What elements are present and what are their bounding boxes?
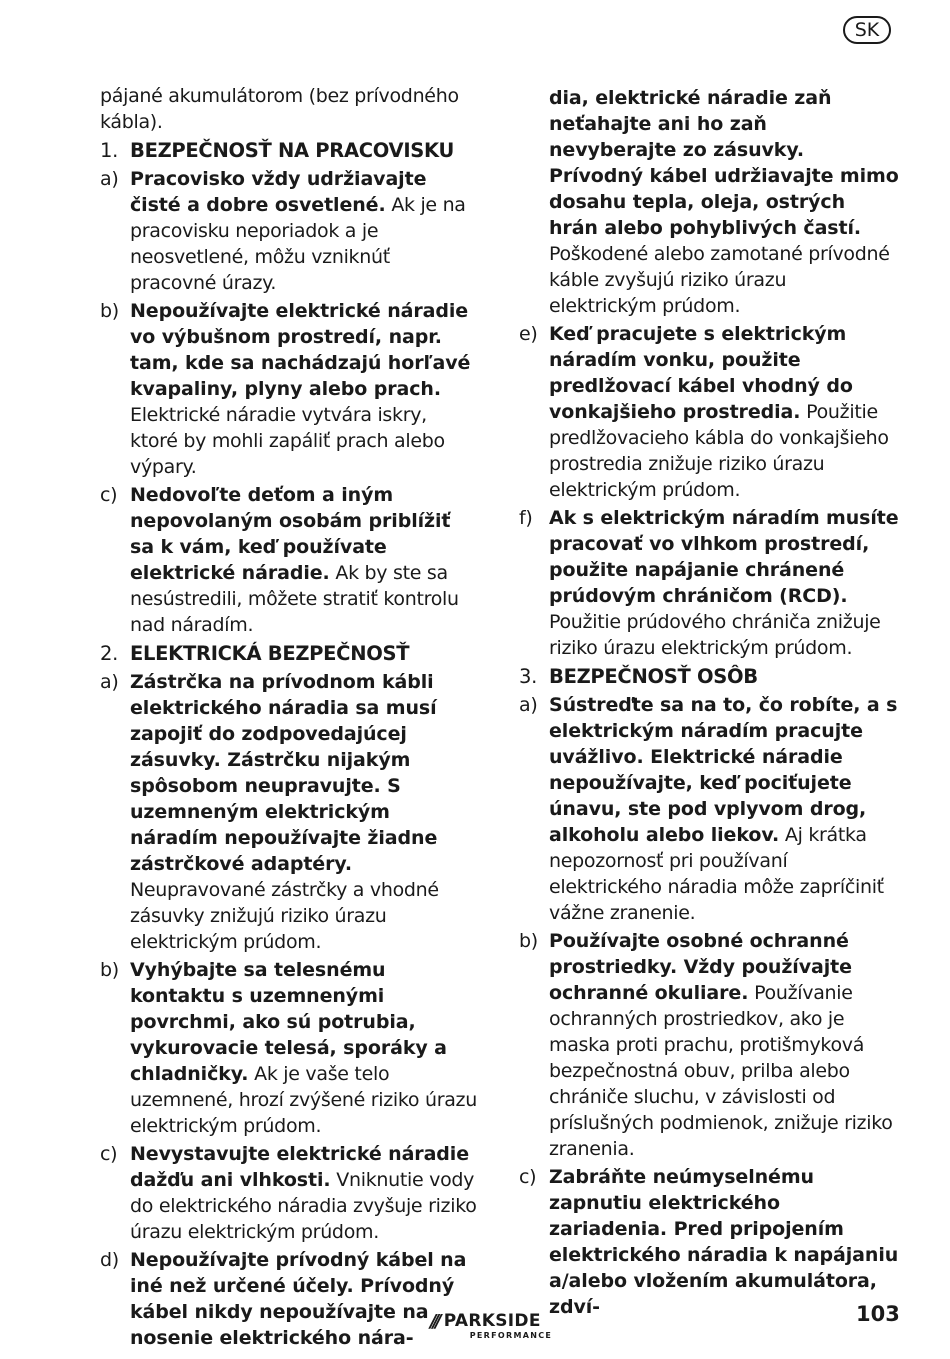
right-column <box>519 83 899 1320</box>
item-body-text: Ak by ste sa nesústredili, môžete stratiť kontrolu nad náradím. <box>130 562 459 636</box>
item-text <box>130 1141 480 1245</box>
brand-logo <box>430 1311 552 1347</box>
item-body-text: Elektrické náradie vytvára iskry, ktoré by mohli zapáliť prach alebo výpary. <box>130 404 445 478</box>
item-bold-text: dia, elektrické náradie zaň neťahajte ani ho zaň nevyberajte zo zásuvky. Prívodný kábel udržiavajte mimo dosahu tepla, oleja, ostrých hrán alebo pohyblivých častí. <box>549 87 899 239</box>
page-number: 103 <box>856 1302 900 1326</box>
item-text <box>549 85 899 319</box>
item-bold-text: Sústreďte sa na to, čo robíte, a s elektrickým náradím pracujte uvážlivo. Elektrické náradie nepoužívajte, keď pociťujete únavu, ste pod vplyvom drog, alkoholu alebo liekov. <box>549 694 898 846</box>
item-body-text: Vniknutie vody do elektrického náradia zvyšuje riziko úrazu elektrickým prúdom. <box>130 1169 477 1243</box>
intro-text: pájané akumulátorom (bez prívodného kábla). <box>100 85 459 133</box>
item-body-text: Používanie ochranných prostriedkov, ako je maska proti prachu, protišmyková bezpečnostná obuv, prilba alebo chrániče sluchu, v závislosti od príslušných podmienok, znižuje riziko zranenia. <box>549 982 893 1160</box>
item-body-text: Ak je vaše telo uzemnené, hrozí zvýšené riziko úrazu elektrickým prúdom. <box>130 1063 477 1137</box>
item-bold-text: Nevystavujte elektrické náradie dažďu ani vlhkosti. <box>130 1143 469 1191</box>
item-body-text: Ak je na pracovisku neporiadok a je neosvetlené, môžu vzniknúť pracovné úrazy. <box>130 194 466 294</box>
list-item <box>519 1164 899 1320</box>
item-text <box>549 505 899 661</box>
item-bold-text: Vyhýbajte sa telesnému kontaktu s uzemnenými povrchmi, ako sú potrubia, vykurovacie telesá, sporáky a chladničky. <box>130 959 447 1085</box>
item-marker: a) <box>519 694 538 716</box>
item-marker: c) <box>519 1166 537 1188</box>
item-body-text: Poškodené alebo zamotané prívodné káble zvyšujú riziko úrazu elektrickým prúdom. <box>549 243 890 317</box>
item-marker: f) <box>519 507 533 529</box>
item-body-text: Použitie prúdového chrániča znižuje riziko úrazu elektrickým prúdom. <box>549 611 881 659</box>
list-item <box>100 298 480 480</box>
item-bold-text: Nepoužívajte prívodný kábel na iné než určené účely. Prívodný kábel nikdy nepoužívajte na nosenie elektrického nára- <box>130 1249 467 1349</box>
list-item <box>100 957 480 1139</box>
section-number: 3. <box>519 665 538 688</box>
section-heading-workplace <box>100 138 480 164</box>
section-heading-electrical <box>100 641 480 667</box>
item-marker-empty <box>519 85 549 319</box>
item-text <box>130 957 480 1139</box>
item-body-text: Neupravované zástrčky a vhodné zásuvky znižujú riziko úrazu elektrickým prúdom. <box>130 879 439 953</box>
brand-name: PARKSIDE <box>443 1311 541 1331</box>
item-bold-text: Nedovoľte deťom a iným nepovolaným osobám priblížiť sa k vám, keď používate elektrické náradie. <box>130 484 451 584</box>
item-marker: c) <box>100 484 118 506</box>
item-bold-text: Zástrčka na prívodnom kábli elektrického náradia sa musí zapojiť do zodpovedajúcej zásuvky. Zástrčku nijakým spôsobom neupravujte. S uzemneným elektrickým náradím nepoužívajte žiadne zástrčkové adaptéry. <box>130 671 438 875</box>
language-badge: SK <box>843 16 891 44</box>
item-text <box>130 669 480 955</box>
section-heading-personal <box>519 664 899 690</box>
section-number: 1. <box>100 139 119 162</box>
item-text <box>130 166 480 296</box>
item-marker: b) <box>519 930 538 952</box>
item-marker: b) <box>100 959 119 981</box>
list-item <box>100 669 480 955</box>
item-text <box>549 1164 899 1320</box>
item-text <box>130 482 480 638</box>
item-bold-text: Nepoužívajte elektrické náradie vo výbušnom prostredí, napr. tam, kde sa nachádzajú horľavé kvapaliny, plyny alebo prach. <box>130 300 471 400</box>
item-marker: a) <box>100 168 119 190</box>
item-marker: a) <box>100 671 119 693</box>
list-item <box>519 505 899 661</box>
brand-subtitle: PERFORMANCE <box>469 1331 553 1340</box>
list-item <box>100 166 480 296</box>
list-item <box>100 1247 480 1351</box>
list-item-continuation <box>519 85 899 319</box>
left-column <box>100 83 480 1351</box>
item-marker: b) <box>100 300 119 322</box>
item-bold-text: Pracovisko vždy udržiavajte čisté a dobre osvetlené. <box>130 168 427 216</box>
item-bold-text: Keď pracujete s elektrickým náradím vonku, použite predlžovací kábel vhodný do vonkajšieho prostredia. <box>549 323 853 423</box>
list-item <box>100 1141 480 1245</box>
item-marker: d) <box>100 1249 119 1271</box>
logo-slashes-icon: /// <box>430 1311 438 1332</box>
item-bold-text: Ak s elektrickým náradím musíte pracovať vo vlhkom prostredí, použite napájanie chránené prúdovým chráničom (RCD). <box>549 507 899 607</box>
list-item <box>100 482 480 638</box>
list-item <box>519 692 899 926</box>
item-marker: e) <box>519 323 538 345</box>
item-text <box>549 928 899 1162</box>
section-title: BEZPEČNOSŤ NA PRACOVISKU <box>130 139 455 162</box>
item-bold-text: Používajte osobné ochranné prostriedky. Vždy používajte ochranné okuliare. <box>549 930 852 1004</box>
item-body-text: Aj krátka nepozornosť pri používaní elektrického náradia môže zapríčiniť vážne zranenie. <box>549 824 884 924</box>
item-text <box>549 321 899 503</box>
item-text <box>549 692 899 926</box>
item-body-text: Použitie predlžovacieho kábla do vonkajšieho prostredia znižuje riziko úrazu elektrickým prúdom. <box>549 401 889 501</box>
list-item <box>519 321 899 503</box>
item-text <box>130 298 480 480</box>
item-text <box>130 1247 480 1351</box>
item-marker: c) <box>100 1143 118 1165</box>
section-title: BEZPEČNOSŤ OSÔB <box>549 665 758 688</box>
list-item <box>519 928 899 1162</box>
section-number: 2. <box>100 642 119 665</box>
item-bold-text: Zabráňte neúmyselnému zapnutiu elektrického zariadenia. Pred pripojením elektrického náradia k napájaniu a/alebo vložením akumulátora, zdví- <box>549 1166 899 1318</box>
section-title: ELEKTRICKÁ BEZPEČNOSŤ <box>130 642 410 665</box>
brand-wordmark <box>444 1311 552 1341</box>
